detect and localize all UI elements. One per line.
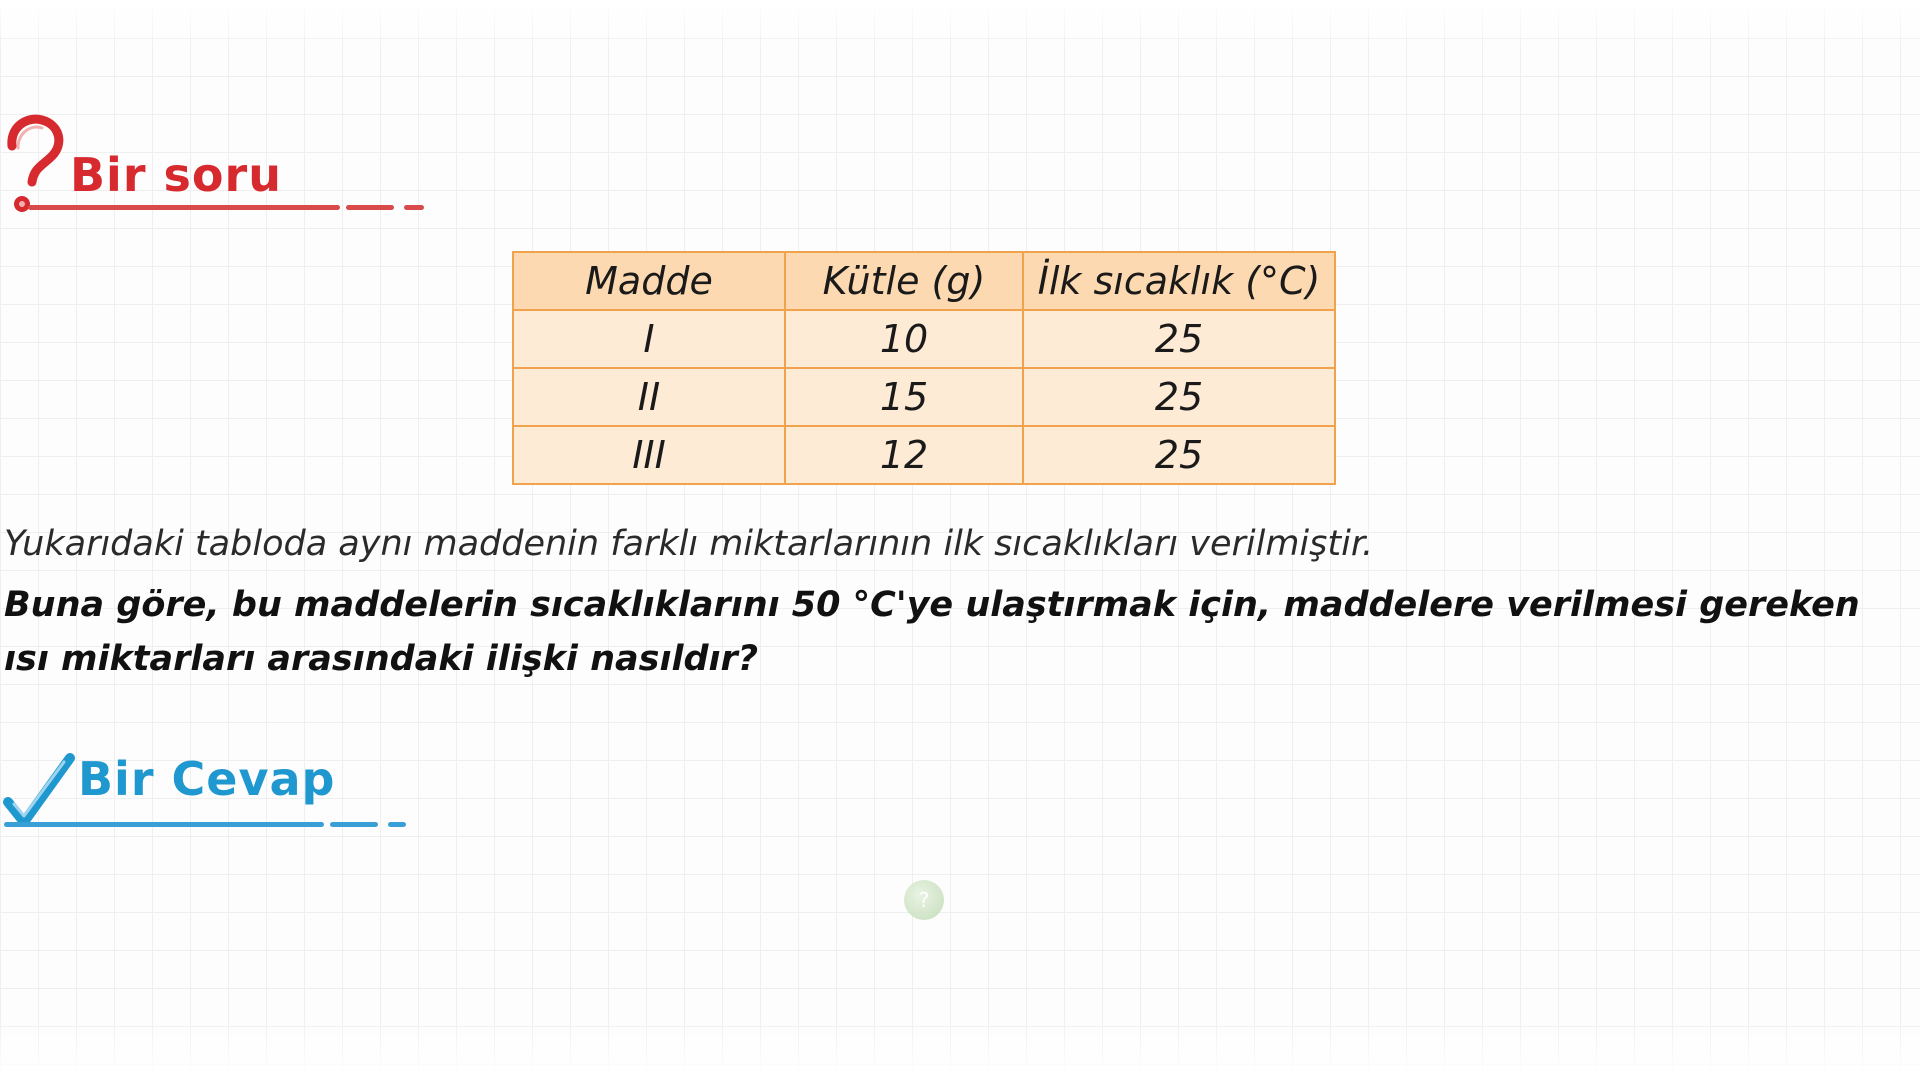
table-row	[513, 368, 1335, 426]
table-header-cell: İlk sıcaklık (°C)	[1023, 252, 1335, 310]
table-cell: 12	[785, 426, 1023, 484]
table-cell: 25	[1023, 426, 1335, 484]
top-fade	[0, 0, 1920, 50]
question-underline	[28, 205, 340, 210]
table-row	[513, 310, 1335, 368]
table-header-cell: Madde	[513, 252, 785, 310]
checkmark-icon	[2, 752, 78, 832]
table-cell: 25	[1023, 368, 1335, 426]
table-cell: 25	[1023, 310, 1335, 368]
data-table	[512, 251, 1336, 485]
answer-underline	[4, 822, 324, 827]
question-heading: Bir soru	[70, 148, 282, 202]
table-cell: I	[513, 310, 785, 368]
bottom-fade	[0, 1020, 1920, 1080]
table-header-row	[513, 252, 1335, 310]
table-cell: 15	[785, 368, 1023, 426]
table-header-cell: Kütle (g)	[785, 252, 1023, 310]
help-button[interactable]: ?	[904, 880, 944, 920]
table-cell: 10	[785, 310, 1023, 368]
question-underline-dash	[346, 205, 394, 210]
question-text: Buna göre, bu maddelerin sıcaklıklarını 50 °C'ye ulaştırmak için, maddelere verilmesi gereken ısı miktarları arasındaki ilişki nasıldır?	[4, 585, 1860, 679]
intro-text: Yukarıdaki tabloda aynı maddenin farklı miktarlarının ilk sıcaklıkları verilmiştir.	[4, 524, 1374, 564]
answer-underline-dash	[330, 822, 378, 827]
question-mark-icon	[2, 112, 68, 216]
answer-heading: Bir Cevap	[78, 752, 336, 806]
table-cell: II	[513, 368, 785, 426]
table-row	[513, 426, 1335, 484]
answer-underline-dash	[388, 822, 406, 827]
table-cell: III	[513, 426, 785, 484]
question-underline-dash	[404, 205, 424, 210]
